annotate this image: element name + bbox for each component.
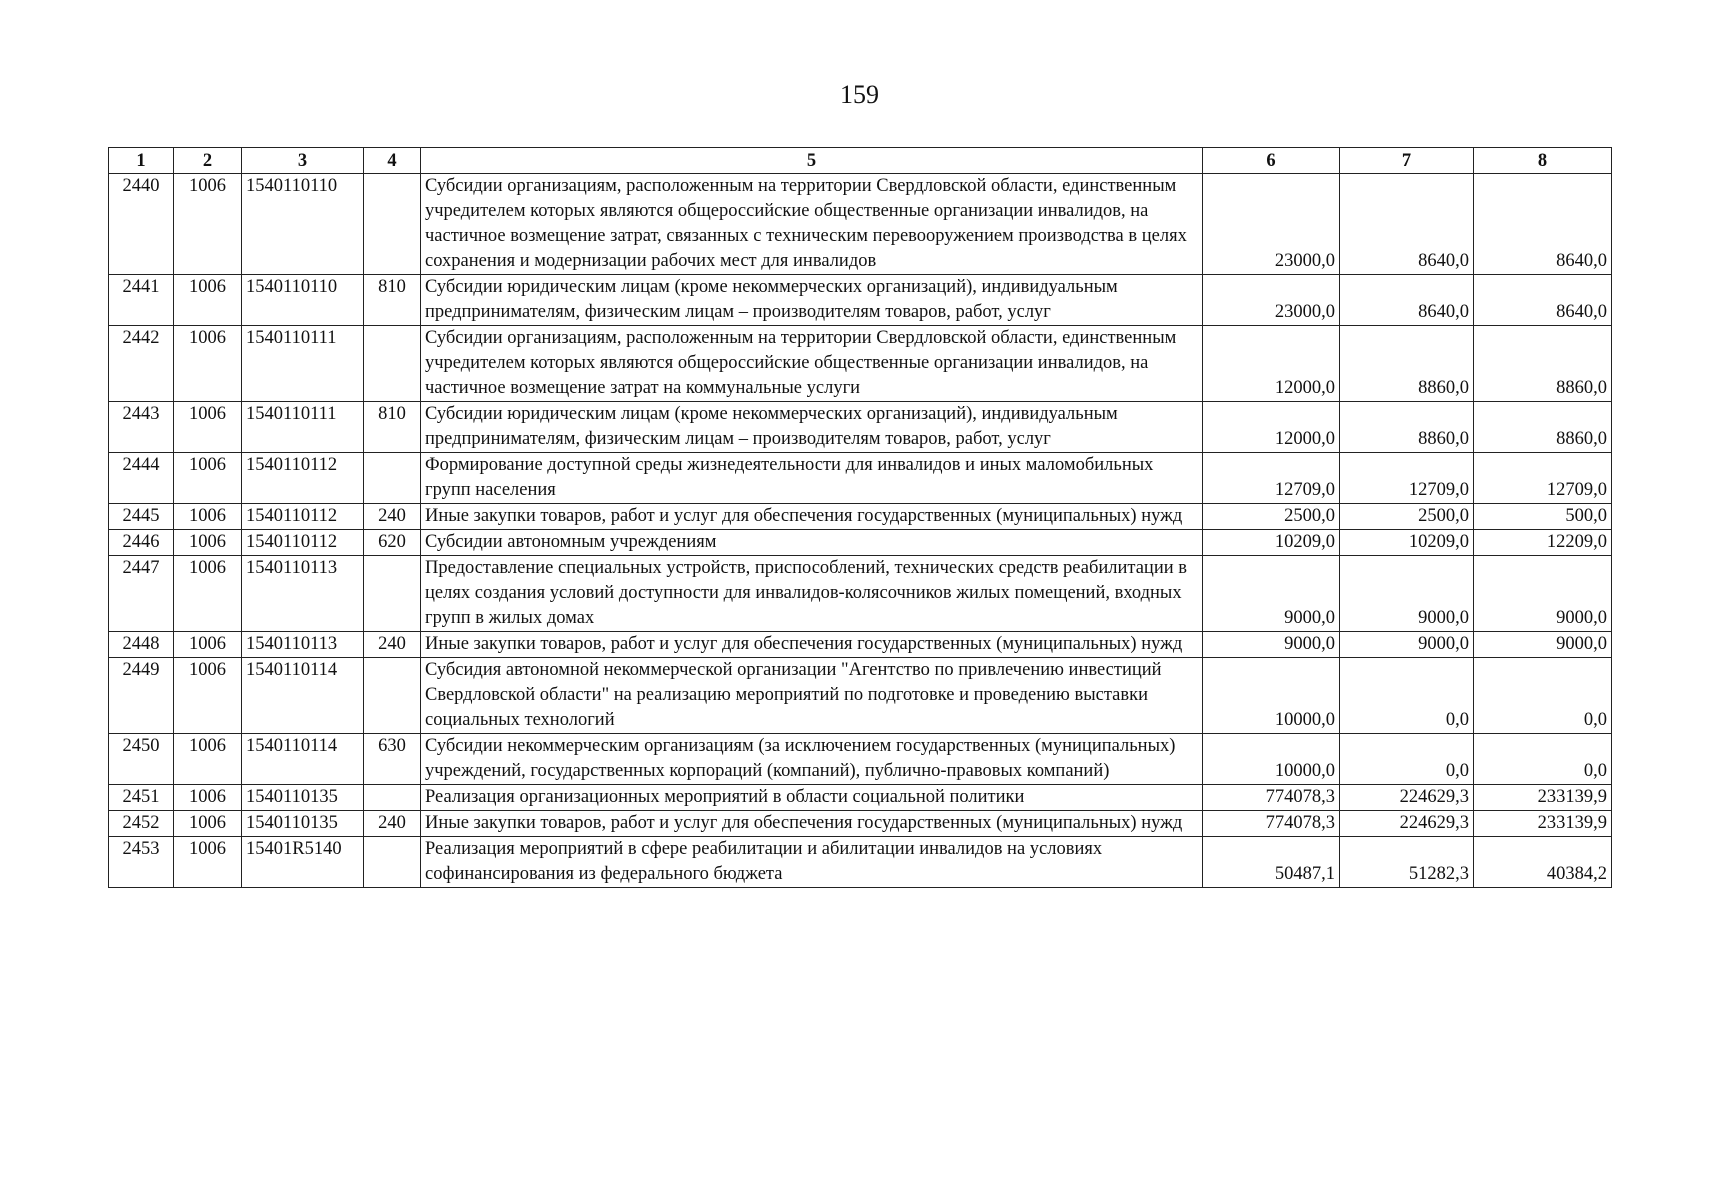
target-code: 1540110113 bbox=[242, 556, 364, 632]
row-number: 2446 bbox=[109, 530, 174, 556]
section-code: 1006 bbox=[174, 556, 242, 632]
amount-col-8: 8640,0 bbox=[1474, 275, 1612, 326]
amount-col-7: 2500,0 bbox=[1340, 504, 1474, 530]
table-row bbox=[109, 504, 1612, 530]
amount-col-8: 9000,0 bbox=[1474, 556, 1612, 632]
section-code: 1006 bbox=[174, 658, 242, 734]
section-code: 1006 bbox=[174, 811, 242, 837]
target-code: 1540110110 bbox=[242, 174, 364, 275]
row-number: 2442 bbox=[109, 326, 174, 402]
expense-type-code: 620 bbox=[364, 530, 421, 556]
column-header: 3 bbox=[242, 148, 364, 174]
section-code: 1006 bbox=[174, 734, 242, 785]
table-row bbox=[109, 785, 1612, 811]
table-row bbox=[109, 530, 1612, 556]
amount-col-6: 10209,0 bbox=[1203, 530, 1340, 556]
row-description: Субсидии юридическим лицам (кроме некоммерческих организаций), индивидуальным предпринимателям, физическим лицам – производителям товаров, работ, услуг bbox=[421, 402, 1203, 453]
amount-col-6: 50487,1 bbox=[1203, 837, 1340, 888]
target-code: 1540110135 bbox=[242, 785, 364, 811]
row-number: 2441 bbox=[109, 275, 174, 326]
expense-type-code bbox=[364, 556, 421, 632]
target-code: 1540110114 bbox=[242, 734, 364, 785]
target-code: 1540110113 bbox=[242, 632, 364, 658]
amount-col-8: 0,0 bbox=[1474, 734, 1612, 785]
amount-col-8: 9000,0 bbox=[1474, 632, 1612, 658]
row-number: 2452 bbox=[109, 811, 174, 837]
row-description: Субсидия автономной некоммерческой организации "Агентство по привлечению инвестиций Свердловской области" на реализацию мероприятий по подготовке и проведению выставки социальных технологий bbox=[421, 658, 1203, 734]
row-number: 2451 bbox=[109, 785, 174, 811]
amount-col-7: 12709,0 bbox=[1340, 453, 1474, 504]
amount-col-8: 8860,0 bbox=[1474, 402, 1612, 453]
section-code: 1006 bbox=[174, 530, 242, 556]
expense-type-code: 240 bbox=[364, 504, 421, 530]
expense-type-code bbox=[364, 326, 421, 402]
table-body bbox=[109, 174, 1612, 888]
row-number: 2450 bbox=[109, 734, 174, 785]
row-number: 2447 bbox=[109, 556, 174, 632]
column-header: 6 bbox=[1203, 148, 1340, 174]
table-row bbox=[109, 275, 1612, 326]
section-code: 1006 bbox=[174, 174, 242, 275]
budget-table bbox=[108, 147, 1612, 888]
row-number: 2453 bbox=[109, 837, 174, 888]
amount-col-8: 8860,0 bbox=[1474, 326, 1612, 402]
row-description: Иные закупки товаров, работ и услуг для обеспечения государственных (муниципальных) нужд bbox=[421, 811, 1203, 837]
row-description: Субсидии некоммерческим организациям (за исключением государственных (муниципальных) учреждений, государственных корпораций (компаний), публично-правовых компаний) bbox=[421, 734, 1203, 785]
amount-col-6: 774078,3 bbox=[1203, 811, 1340, 837]
target-code: 1540110112 bbox=[242, 504, 364, 530]
amount-col-8: 12709,0 bbox=[1474, 453, 1612, 504]
target-code: 1540110112 bbox=[242, 530, 364, 556]
amount-col-8: 8640,0 bbox=[1474, 174, 1612, 275]
table-row bbox=[109, 453, 1612, 504]
section-code: 1006 bbox=[174, 837, 242, 888]
table-row bbox=[109, 326, 1612, 402]
amount-col-6: 12000,0 bbox=[1203, 402, 1340, 453]
expense-type-code bbox=[364, 174, 421, 275]
section-code: 1006 bbox=[174, 785, 242, 811]
amount-col-8: 12209,0 bbox=[1474, 530, 1612, 556]
amount-col-7: 0,0 bbox=[1340, 658, 1474, 734]
table-row bbox=[109, 174, 1612, 275]
column-header: 8 bbox=[1474, 148, 1612, 174]
row-number: 2448 bbox=[109, 632, 174, 658]
row-number: 2440 bbox=[109, 174, 174, 275]
section-code: 1006 bbox=[174, 402, 242, 453]
expense-type-code: 240 bbox=[364, 632, 421, 658]
section-code: 1006 bbox=[174, 326, 242, 402]
expense-type-code: 810 bbox=[364, 402, 421, 453]
row-number: 2444 bbox=[109, 453, 174, 504]
row-number: 2449 bbox=[109, 658, 174, 734]
amount-col-6: 23000,0 bbox=[1203, 275, 1340, 326]
amount-col-7: 8640,0 bbox=[1340, 275, 1474, 326]
amount-col-6: 10000,0 bbox=[1203, 734, 1340, 785]
target-code: 1540110110 bbox=[242, 275, 364, 326]
amount-col-6: 12709,0 bbox=[1203, 453, 1340, 504]
table-row bbox=[109, 811, 1612, 837]
section-code: 1006 bbox=[174, 504, 242, 530]
amount-col-6: 23000,0 bbox=[1203, 174, 1340, 275]
table-row bbox=[109, 556, 1612, 632]
target-code: 1540110135 bbox=[242, 811, 364, 837]
target-code: 1540110111 bbox=[242, 402, 364, 453]
section-code: 1006 bbox=[174, 453, 242, 504]
table-row bbox=[109, 837, 1612, 888]
amount-col-7: 8640,0 bbox=[1340, 174, 1474, 275]
target-code: 1540110114 bbox=[242, 658, 364, 734]
row-description: Реализация организационных мероприятий в области социальной политики bbox=[421, 785, 1203, 811]
amount-col-6: 10000,0 bbox=[1203, 658, 1340, 734]
amount-col-7: 10209,0 bbox=[1340, 530, 1474, 556]
amount-col-6: 774078,3 bbox=[1203, 785, 1340, 811]
amount-col-8: 233139,9 bbox=[1474, 811, 1612, 837]
header-row bbox=[109, 148, 1612, 174]
section-code: 1006 bbox=[174, 275, 242, 326]
table-row bbox=[109, 658, 1612, 734]
row-description: Иные закупки товаров, работ и услуг для обеспечения государственных (муниципальных) нужд bbox=[421, 504, 1203, 530]
amount-col-6: 9000,0 bbox=[1203, 556, 1340, 632]
page-number: 159 bbox=[840, 80, 879, 109]
table-row bbox=[109, 734, 1612, 785]
amount-col-8: 233139,9 bbox=[1474, 785, 1612, 811]
expense-type-code: 810 bbox=[364, 275, 421, 326]
row-description: Реализация мероприятий в сфере реабилитации и абилитации инвалидов на условиях софинансирования из федерального бюджета bbox=[421, 837, 1203, 888]
amount-col-7: 224629,3 bbox=[1340, 785, 1474, 811]
row-description: Субсидии автономным учреждениям bbox=[421, 530, 1203, 556]
target-code: 1540110112 bbox=[242, 453, 364, 504]
amount-col-6: 12000,0 bbox=[1203, 326, 1340, 402]
row-number: 2445 bbox=[109, 504, 174, 530]
row-description: Субсидии юридическим лицам (кроме некоммерческих организаций), индивидуальным предпринимателям, физическим лицам – производителям товаров, работ, услуг bbox=[421, 275, 1203, 326]
amount-col-7: 9000,0 bbox=[1340, 556, 1474, 632]
expense-type-code bbox=[364, 453, 421, 504]
column-header: 4 bbox=[364, 148, 421, 174]
amount-col-8: 40384,2 bbox=[1474, 837, 1612, 888]
amount-col-7: 8860,0 bbox=[1340, 326, 1474, 402]
row-description: Субсидии организациям, расположенным на территории Свердловской области, единственным учредителем которых являются общероссийские общественные организации инвалидов, на частичное возмещение затрат на коммунальные услуги bbox=[421, 326, 1203, 402]
amount-col-7: 51282,3 bbox=[1340, 837, 1474, 888]
table-row bbox=[109, 632, 1612, 658]
section-code: 1006 bbox=[174, 632, 242, 658]
row-description: Формирование доступной среды жизнедеятельности для инвалидов и иных маломобильных групп населения bbox=[421, 453, 1203, 504]
amount-col-7: 0,0 bbox=[1340, 734, 1474, 785]
expense-type-code bbox=[364, 658, 421, 734]
column-header: 7 bbox=[1340, 148, 1474, 174]
target-code: 1540110111 bbox=[242, 326, 364, 402]
amount-col-6: 2500,0 bbox=[1203, 504, 1340, 530]
expense-type-code bbox=[364, 785, 421, 811]
amount-col-6: 9000,0 bbox=[1203, 632, 1340, 658]
target-code: 15401R5140 bbox=[242, 837, 364, 888]
amount-col-7: 9000,0 bbox=[1340, 632, 1474, 658]
column-header: 1 bbox=[109, 148, 174, 174]
amount-col-8: 0,0 bbox=[1474, 658, 1612, 734]
amount-col-8: 500,0 bbox=[1474, 504, 1612, 530]
amount-col-7: 8860,0 bbox=[1340, 402, 1474, 453]
expense-type-code: 240 bbox=[364, 811, 421, 837]
row-description: Предоставление специальных устройств, приспособлений, технических средств реабилитации в целях создания условий доступности для инвалидов-колясочников жилых помещений, входных групп в жилых домах bbox=[421, 556, 1203, 632]
expense-type-code: 630 bbox=[364, 734, 421, 785]
column-header: 2 bbox=[174, 148, 242, 174]
expense-type-code bbox=[364, 837, 421, 888]
amount-col-7: 224629,3 bbox=[1340, 811, 1474, 837]
row-description: Субсидии организациям, расположенным на территории Свердловской области, единственным учредителем которых являются общероссийские общественные организации инвалидов, на частичное возмещение затрат, связанных с техническим перевооружением производства в целях сохранения и модернизации рабочих мест для инвалидов bbox=[421, 174, 1203, 275]
row-description: Иные закупки товаров, работ и услуг для обеспечения государственных (муниципальных) нужд bbox=[421, 632, 1203, 658]
table-row bbox=[109, 402, 1612, 453]
row-number: 2443 bbox=[109, 402, 174, 453]
column-header: 5 bbox=[421, 148, 1203, 174]
